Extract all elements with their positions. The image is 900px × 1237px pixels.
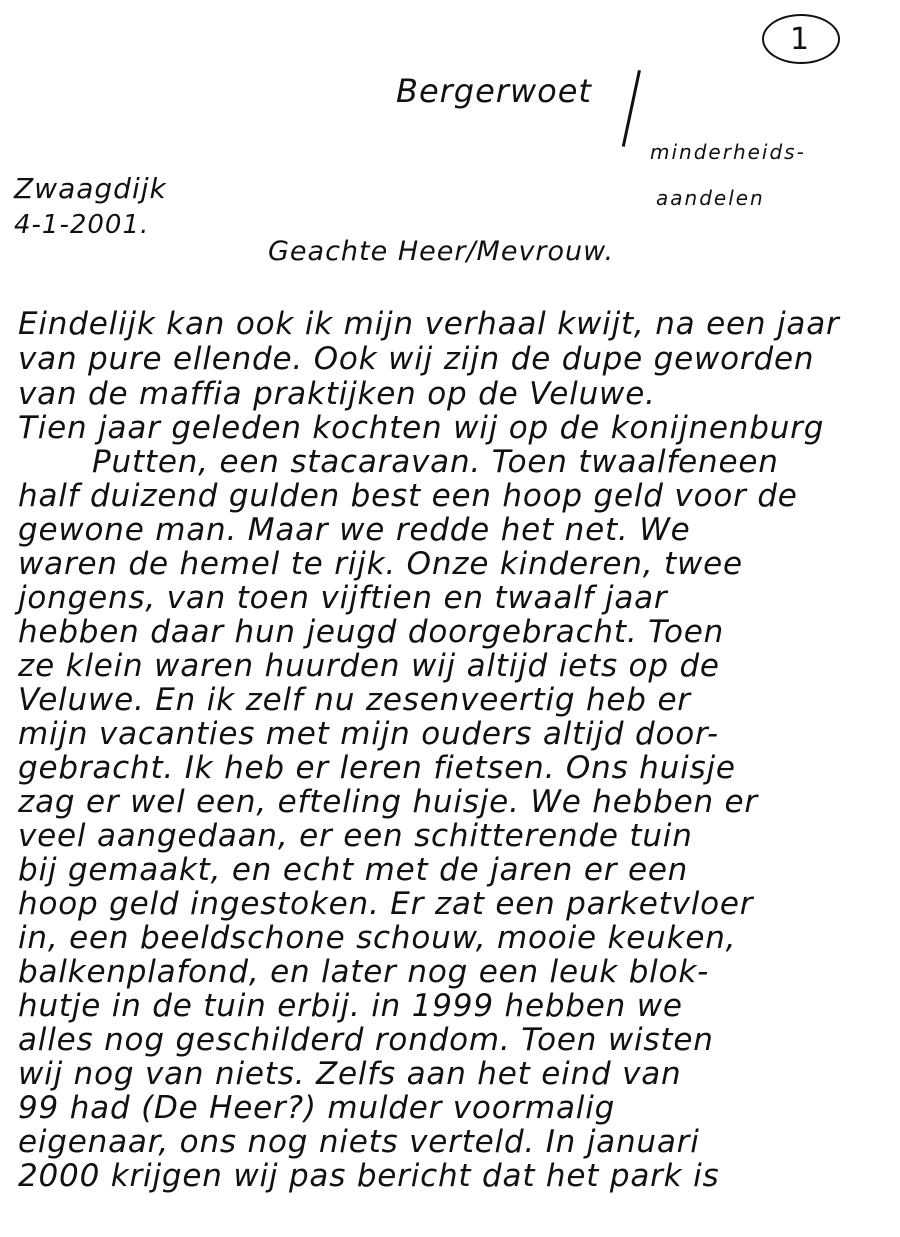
body-line: balkenplafond, en later nog een leuk blok- [18,954,710,990]
body-line: 2000 krijgen wij pas bericht dat het park is [18,1158,720,1194]
body-line: van pure ellende. Ook wij zijn de dupe geworden [18,341,815,377]
body-line: zag er wel een, efteling huisje. We hebben er [18,784,758,820]
slash-mark [622,70,641,147]
body-line: eigenaar, ons nog niets verteld. In januari [18,1124,700,1160]
body-line: bij gemaakt, en echt met de jaren er een [18,852,689,888]
body-line: 99 had (De Heer?) mulder voormalig [18,1090,616,1126]
body-line: jongens, van toen vijftien en twaalf jaar [18,580,668,616]
body-line: hebben daar hun jeugd doorgebracht. Toen [18,614,725,650]
body-line: hutje in de tuin erbij. in 1999 hebben we [18,988,683,1024]
body-line: gebracht. Ik heb er leren fietsen. Ons huisje [18,750,736,786]
body-line: ze klein waren huurden wij altijd iets op de [18,648,720,684]
letter-heading: Bergerwoet [396,72,592,110]
place-name: Zwaagdijk [14,172,167,205]
body-line: in, een beeldschone schouw, mooie keuken, [18,920,737,956]
body-line: half duizend gulden best een hoop geld voor de [18,478,798,514]
body-line: Veluwe. En ik zelf nu zesenveertig heb er [18,682,691,718]
body-line: hoop geld ingestoken. Er zat een parketvloer [18,886,754,922]
body-line: veel aangedaan, er een schitterende tuin [18,818,693,854]
margin-note-line-2: aandelen [656,186,765,210]
page-number: 1 [790,22,811,57]
body-line: Eindelijk kan ook ik mijn verhaal kwijt, na een jaar [18,306,840,342]
body-line: alles nog geschilderd rondom. Toen wisten [18,1022,714,1058]
body-line: Putten, een stacaravan. Toen twaalfeneen [92,444,779,480]
body-line: waren de hemel te rijk. Onze kinderen, twee [18,546,743,582]
margin-note-line-1: minderheids- [650,140,806,164]
body-line: Tien jaar geleden kochten wij op de konijnenburg [18,410,825,446]
body-line: mijn vacanties met mijn ouders altijd door- [18,716,719,752]
body-line: gewone man. Maar we redde het net. We [18,512,691,548]
letter-date: 4-1-2001. [14,210,150,240]
body-line: wij nog van niets. Zelfs aan het eind van [18,1056,682,1092]
salutation: Geachte Heer/Mevrouw. [268,236,615,267]
body-line: van de maffia praktijken op de Veluwe. [18,376,656,412]
